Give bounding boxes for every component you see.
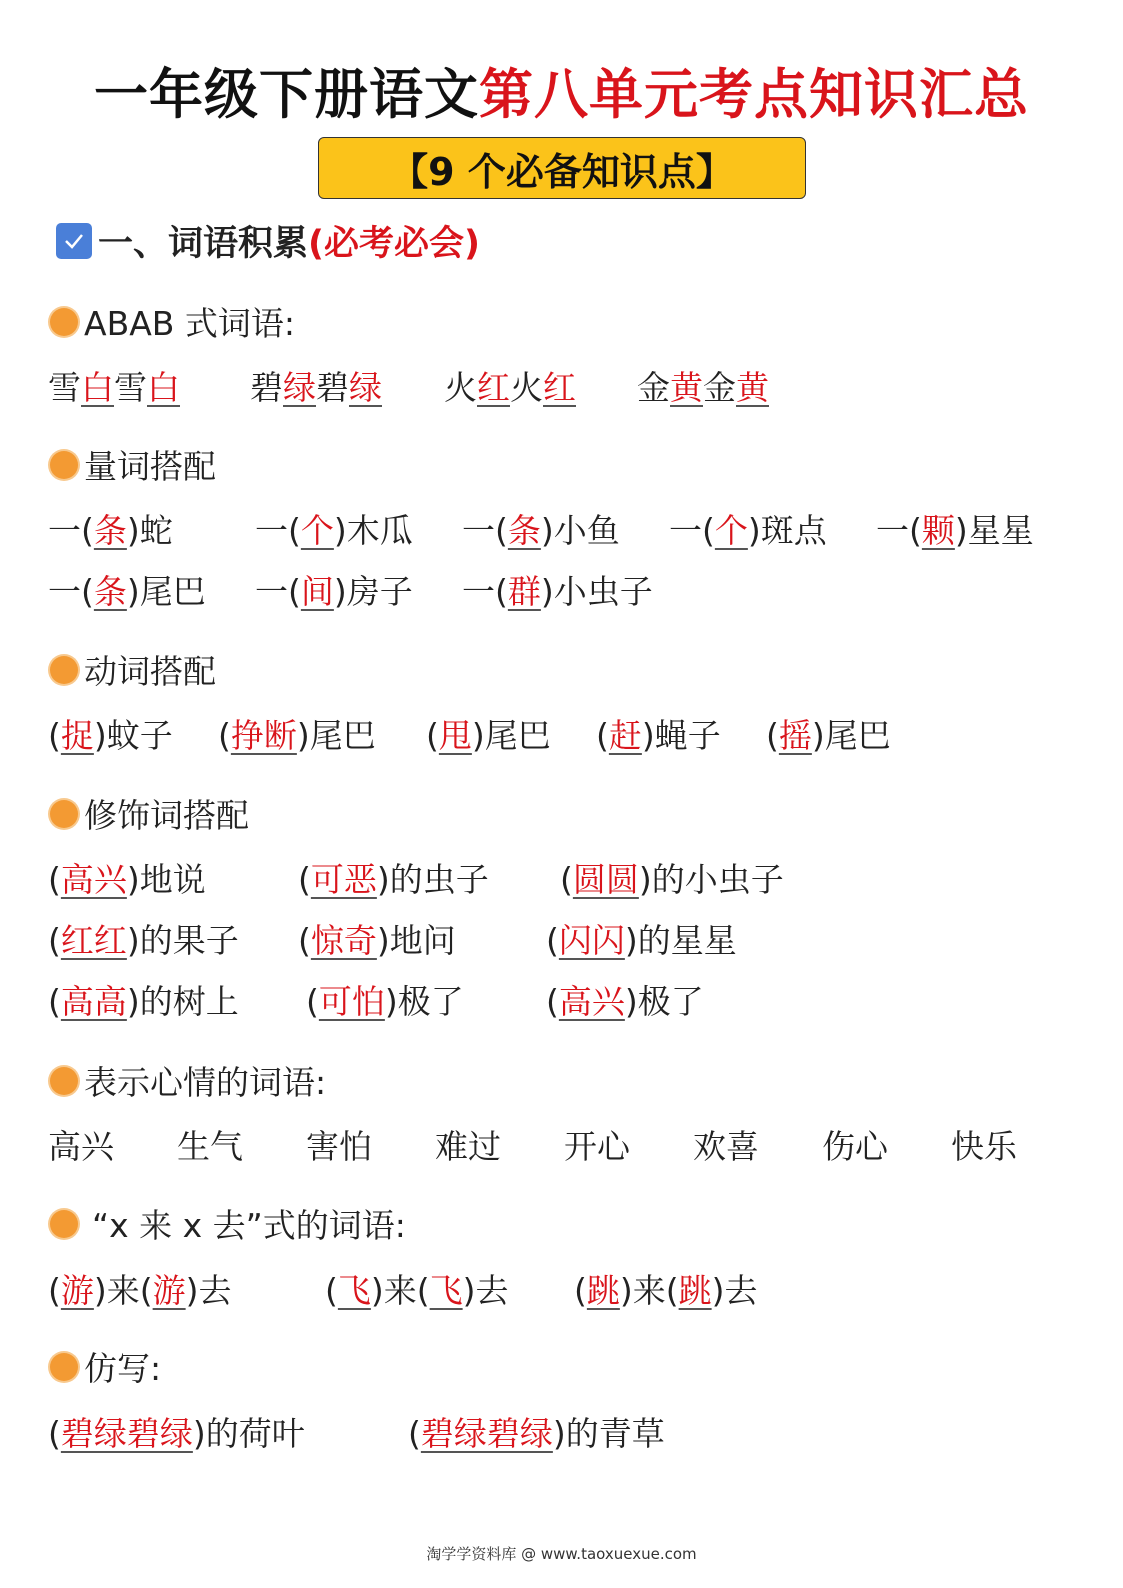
title-grade: 一年级下册语文: [94, 63, 479, 126]
mood-word: 生气: [177, 1127, 243, 1166]
laiqu-item: (跳)来(跳)去: [574, 1271, 758, 1310]
abab-item: 碧绿碧绿: [250, 368, 382, 407]
mood-word: 开心: [564, 1127, 630, 1166]
quantifier-item: 一(条)蛇: [48, 511, 173, 550]
laiqu-heading-text: “x 来 x 去”式的词语:: [92, 1206, 406, 1245]
bullet-icon: [50, 451, 78, 479]
verb-item: (摇)尾巴: [766, 716, 891, 755]
modifier-heading: [50, 790, 249, 837]
verb-item: (捉)蚊子: [48, 716, 173, 755]
mood-word: 害怕: [306, 1127, 372, 1166]
modifier-item: (闪闪)的星星: [546, 921, 737, 960]
imitate-item: (碧绿碧绿)的荷叶: [48, 1414, 305, 1453]
abab-heading: [50, 298, 295, 345]
quantifier-item: 一(个)斑点: [669, 511, 827, 550]
section-title: 一、词语积累: [98, 224, 309, 264]
quantifier-item: 一(条)尾巴: [48, 572, 206, 611]
verb-item: (挣断)尾巴: [218, 716, 376, 755]
modifier-item: (圆圆)的小虫子: [560, 860, 784, 899]
mood-word: 欢喜: [693, 1127, 759, 1166]
bullet-icon: [50, 800, 78, 828]
modifier-heading-text: 修饰词搭配: [84, 796, 249, 835]
subtitle-text: 【9 个必备知识点】: [390, 149, 734, 194]
bullet-icon: [50, 1353, 78, 1381]
verb-heading: [50, 646, 216, 693]
quantifier-item: 一(个)木瓜: [255, 511, 413, 550]
imitate-heading: [50, 1343, 161, 1390]
imitate-item: (碧绿碧绿)的青草: [408, 1414, 665, 1453]
quantifier-item: 一(条)小鱼: [462, 511, 620, 550]
modifier-item: (可怕)极了: [306, 982, 464, 1021]
mood-word: 难过: [435, 1127, 501, 1166]
section-note: (必考必会): [308, 224, 481, 264]
mood-heading: [50, 1057, 326, 1104]
quantifier-item: 一(群)小虫子: [462, 572, 653, 611]
modifier-item: (高高)的树上: [48, 982, 239, 1021]
modifier-item: (红红)的果子: [48, 921, 239, 960]
abab-item: 火红火红: [444, 368, 576, 407]
checkbox-icon: [56, 223, 92, 259]
laiqu-item: (飞)来(飞)去: [325, 1271, 509, 1310]
bullet-icon: [50, 656, 78, 684]
imitate-heading-text: 仿写:: [84, 1349, 162, 1388]
bullet-icon: [50, 1067, 78, 1095]
subtitle-banner: [318, 137, 806, 199]
verb-item: (甩)尾巴: [426, 716, 551, 755]
mood-word: 高兴: [48, 1127, 114, 1166]
laiqu-heading: [50, 1200, 406, 1247]
quantifier-heading: [50, 441, 216, 488]
abab-item: 雪白雪白: [48, 368, 180, 407]
abab-heading-text: ABAB 式词语:: [84, 304, 296, 343]
abab-item: 金黄金黄: [637, 368, 769, 407]
mood-word: 快乐: [951, 1127, 1017, 1166]
modifier-item: (可恶)的虫子: [298, 860, 489, 899]
verb-item: (赶)蝇子: [596, 716, 721, 755]
page-title: [0, 52, 1123, 129]
mood-word: 伤心: [822, 1127, 888, 1166]
verb-heading-text: 动词搭配: [84, 652, 216, 691]
section-heading: [56, 216, 480, 266]
bullet-icon: [50, 308, 78, 336]
bullet-icon: [50, 1210, 78, 1238]
mood-heading-text: 表示心情的词语:: [84, 1063, 327, 1102]
quantifier-heading-text: 量词搭配: [84, 447, 216, 486]
modifier-item: (惊奇)地问: [298, 921, 456, 960]
quantifier-item: 一(间)房子: [255, 572, 413, 611]
laiqu-item: (游)来(游)去: [48, 1271, 232, 1310]
quantifier-item: 一(颗)星星: [876, 511, 1034, 550]
modifier-item: (高兴)地说: [48, 860, 206, 899]
title-unit: 第八单元考点知识汇总: [479, 63, 1029, 126]
footer-watermark: 淘学学资料库 @ www.taoxuexue.com: [426, 1545, 697, 1563]
modifier-item: (高兴)极了: [546, 982, 704, 1021]
